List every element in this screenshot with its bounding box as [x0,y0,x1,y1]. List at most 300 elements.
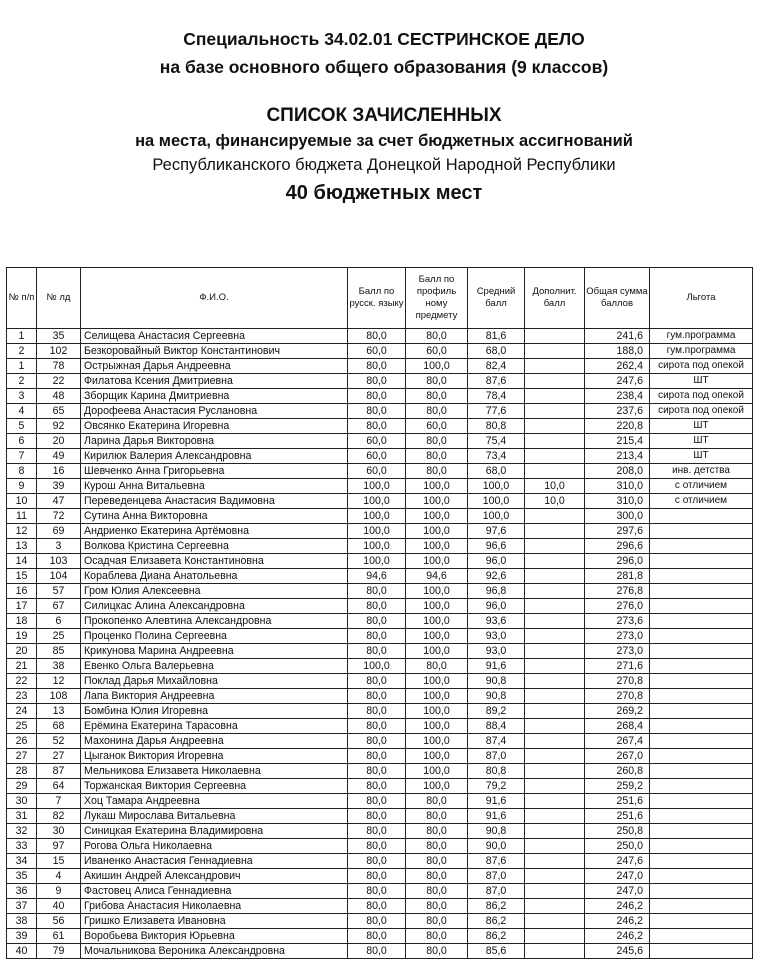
extra-score [525,914,585,929]
benefit [650,659,753,674]
extra-score [525,749,585,764]
total-score: 245,6 [585,944,650,959]
file-number: 7 [37,794,81,809]
table-row [7,614,753,629]
table-row [7,449,753,464]
benefit [650,719,753,734]
benefit: с отличием [650,479,753,494]
extra-score [525,944,585,959]
extra-score [525,869,585,884]
row-index: 11 [7,509,37,524]
table-row [7,464,753,479]
full-name: Шевченко Анна Григорьевна [81,464,348,479]
row-index: 10 [7,494,37,509]
total-score: 271,6 [585,659,650,674]
benefit: ШТ [650,449,753,464]
table-row [7,899,753,914]
table-row [7,569,753,584]
extra-score [525,689,585,704]
table-row [7,629,753,644]
full-name: Воробьева Виктория Юрьевна [81,929,348,944]
average-score: 89,2 [468,704,525,719]
average-score: 91,6 [468,659,525,674]
full-name: Безкоровайный Виктор Константинович [81,344,348,359]
extra-score [525,374,585,389]
average-score: 75,4 [468,434,525,449]
full-name: Кирилюк Валерия Александровна [81,449,348,464]
benefit [650,704,753,719]
profile-score: 100,0 [406,749,468,764]
row-index: 14 [7,554,37,569]
full-name: Силицкас Алина Александровна [81,599,348,614]
extra-score [525,734,585,749]
table-row [7,374,753,389]
row-index: 17 [7,599,37,614]
average-score: 92,6 [468,569,525,584]
profile-score: 100,0 [406,494,468,509]
extra-score [525,614,585,629]
full-name: Мочальникова Вероника Александровна [81,944,348,959]
extra-score [525,584,585,599]
full-name: Острыжная Дарья Андреевна [81,359,348,374]
average-score: 79,2 [468,779,525,794]
extra-score [525,644,585,659]
benefit: ШТ [650,419,753,434]
russian-score: 94,6 [348,569,406,584]
table-row [7,419,753,434]
russian-score: 100,0 [348,659,406,674]
table-row [7,494,753,509]
benefit [650,779,753,794]
full-name: Переведенцева Анастасия Вадимовна [81,494,348,509]
table-row [7,359,753,374]
table-row [7,389,753,404]
benefit [650,899,753,914]
col-header-russian-score: Балл по русск. языку [348,268,406,329]
total-score: 310,0 [585,494,650,509]
russian-score: 80,0 [348,764,406,779]
profile-score: 100,0 [406,584,468,599]
file-number: 57 [37,584,81,599]
benefit: ШТ [650,374,753,389]
extra-score [525,389,585,404]
file-number: 97 [37,839,81,854]
profile-score: 100,0 [406,734,468,749]
total-score: 250,0 [585,839,650,854]
russian-score: 80,0 [348,749,406,764]
extra-score [525,554,585,569]
full-name: Проценко Полина Сергеевна [81,629,348,644]
russian-score: 80,0 [348,869,406,884]
russian-score: 80,0 [348,329,406,344]
average-score: 100,0 [468,479,525,494]
extra-score [525,674,585,689]
education-base-line: на базе основного общего образования (9 классов) [159,57,609,77]
file-number: 79 [37,944,81,959]
table-row [7,404,753,419]
average-score: 81,6 [468,329,525,344]
file-number: 104 [37,569,81,584]
total-score: 267,4 [585,734,650,749]
row-index: 28 [7,764,37,779]
table-row [7,479,753,494]
table-row [7,704,753,719]
profile-score: 80,0 [406,329,468,344]
benefit: гум.программа [650,329,753,344]
extra-score [525,449,585,464]
full-name: Лапа Виктория Андреевна [81,689,348,704]
row-index: 16 [7,584,37,599]
table-row [7,599,753,614]
full-name: Зборщик Карина Дмитриевна [81,389,348,404]
russian-score: 80,0 [348,359,406,374]
profile-score: 94,6 [406,569,468,584]
benefit: сирота под опекой [650,359,753,374]
file-number: 69 [37,524,81,539]
benefit [650,524,753,539]
extra-score [525,419,585,434]
total-score: 188,0 [585,344,650,359]
benefit [650,539,753,554]
russian-score: 80,0 [348,374,406,389]
average-score: 77,6 [468,404,525,419]
profile-score: 100,0 [406,599,468,614]
profile-score: 100,0 [406,704,468,719]
file-number: 102 [37,344,81,359]
profile-score: 80,0 [406,404,468,419]
file-number: 92 [37,419,81,434]
file-number: 108 [37,689,81,704]
col-header-full-name: Ф.И.О. [81,268,348,329]
extra-score [525,539,585,554]
profile-score: 100,0 [406,359,468,374]
table-row [7,884,753,899]
extra-score [525,569,585,584]
row-index: 36 [7,884,37,899]
total-score: 262,4 [585,359,650,374]
benefit [650,749,753,764]
extra-score [525,929,585,944]
profile-score: 80,0 [406,794,468,809]
file-number: 64 [37,779,81,794]
benefit [650,554,753,569]
extra-score [525,509,585,524]
row-index: 15 [7,569,37,584]
full-name: Овсянко Екатерина Игоревна [81,419,348,434]
average-score: 78,4 [468,389,525,404]
file-number: 78 [37,359,81,374]
extra-score [525,719,585,734]
russian-score: 80,0 [348,854,406,869]
profile-score: 80,0 [406,374,468,389]
total-score: 246,2 [585,914,650,929]
benefit [650,914,753,929]
total-score: 215,4 [585,434,650,449]
extra-score [525,464,585,479]
file-number: 65 [37,404,81,419]
benefit [650,944,753,959]
russian-score: 60,0 [348,344,406,359]
row-index: 19 [7,629,37,644]
extra-score [525,839,585,854]
russian-score: 100,0 [348,539,406,554]
benefit [650,734,753,749]
average-score: 87,0 [468,869,525,884]
total-score: 241,6 [585,329,650,344]
total-score: 247,6 [585,854,650,869]
average-score: 73,4 [468,449,525,464]
document-title: СПИСОК ЗАЧИСЛЕННЫХ [266,105,502,126]
extra-score [525,524,585,539]
table-row [7,719,753,734]
full-name: Волкова Кристина Сергеевна [81,539,348,554]
russian-score: 80,0 [348,599,406,614]
total-score: 273,0 [585,629,650,644]
row-index: 8 [7,464,37,479]
file-number: 103 [37,554,81,569]
table-row [7,869,753,884]
russian-score: 60,0 [348,464,406,479]
total-score: 276,8 [585,584,650,599]
row-index: 37 [7,899,37,914]
russian-score: 80,0 [348,689,406,704]
benefit [650,599,753,614]
benefit [650,644,753,659]
extra-score [525,854,585,869]
row-index: 39 [7,929,37,944]
benefit [650,629,753,644]
col-header-file-number: № лд [37,268,81,329]
col-header-benefit: Льгота [650,268,753,329]
extra-score [525,899,585,914]
russian-score: 80,0 [348,944,406,959]
benefit: с отличием [650,494,753,509]
russian-score: 80,0 [348,704,406,719]
benefit [650,509,753,524]
total-score: 238,4 [585,389,650,404]
total-score: 297,6 [585,524,650,539]
average-score: 86,2 [468,914,525,929]
total-score: 250,8 [585,824,650,839]
total-score: 213,4 [585,449,650,464]
russian-score: 80,0 [348,929,406,944]
benefit [650,689,753,704]
profile-score: 100,0 [406,509,468,524]
total-score: 208,0 [585,464,650,479]
row-index: 3 [7,389,37,404]
table-row [7,674,753,689]
row-index: 26 [7,734,37,749]
profile-score: 100,0 [406,479,468,494]
full-name: Синицкая Екатерина Владимировна [81,824,348,839]
full-name: Ларина Дарья Викторовна [81,434,348,449]
total-score: 220,8 [585,419,650,434]
table-row [7,554,753,569]
profile-score: 80,0 [406,449,468,464]
file-number: 38 [37,659,81,674]
file-number: 9 [37,884,81,899]
file-number: 15 [37,854,81,869]
row-index: 30 [7,794,37,809]
average-score: 87,4 [468,734,525,749]
average-score: 87,6 [468,854,525,869]
profile-score: 100,0 [406,719,468,734]
row-index: 35 [7,869,37,884]
profile-score: 80,0 [406,434,468,449]
file-number: 68 [37,719,81,734]
russian-score: 100,0 [348,479,406,494]
row-index: 9 [7,479,37,494]
funding-line: на места, финансируемые за счет бюджетных ассигнований [135,132,633,150]
extra-score [525,359,585,374]
table-row [7,659,753,674]
extra-score [525,344,585,359]
extra-score [525,704,585,719]
profile-score: 100,0 [406,674,468,689]
total-score: 281,8 [585,569,650,584]
profile-score: 60,0 [406,344,468,359]
benefit: сирота под опекой [650,404,753,419]
full-name: Грибова Анастасия Николаевна [81,899,348,914]
total-score: 269,2 [585,704,650,719]
table-row [7,794,753,809]
table-row [7,824,753,839]
table-row [7,524,753,539]
specialty-line: Специальность 34.02.01 СЕСТРИНСКОЕ ДЕЛО [183,29,585,49]
russian-score: 80,0 [348,629,406,644]
row-index: 2 [7,374,37,389]
enrolled-students-table [6,267,753,959]
file-number: 47 [37,494,81,509]
total-score: 273,0 [585,644,650,659]
full-name: Мельникова Елизавета Николаевна [81,764,348,779]
total-score: 251,6 [585,809,650,824]
russian-score: 100,0 [348,494,406,509]
russian-score: 80,0 [348,734,406,749]
file-number: 61 [37,929,81,944]
russian-score: 80,0 [348,719,406,734]
average-score: 96,0 [468,599,525,614]
total-score: 260,8 [585,764,650,779]
russian-score: 80,0 [348,779,406,794]
full-name: Иваненко Анастасия Геннадиевна [81,854,348,869]
extra-score [525,884,585,899]
col-header-average-score: Средний балл [468,268,525,329]
file-number: 48 [37,389,81,404]
benefit: сирота под опекой [650,389,753,404]
extra-score [525,629,585,644]
col-header-extra-score: Дополнит. балл [525,268,585,329]
russian-score: 80,0 [348,914,406,929]
benefit [650,614,753,629]
file-number: 22 [37,374,81,389]
col-header-total-score: Общая сумма баллов [585,268,650,329]
full-name: Хоц Тамара Андреевна [81,794,348,809]
row-index: 27 [7,749,37,764]
row-index: 25 [7,719,37,734]
total-score: 310,0 [585,479,650,494]
average-score: 82,4 [468,359,525,374]
row-index: 32 [7,824,37,839]
table-row [7,944,753,959]
table-row [7,344,753,359]
table-row [7,329,753,344]
benefit [650,674,753,689]
file-number: 87 [37,764,81,779]
russian-score: 80,0 [348,674,406,689]
total-score: 251,6 [585,794,650,809]
table-row [7,644,753,659]
file-number: 6 [37,614,81,629]
extra-score [525,599,585,614]
table-row [7,539,753,554]
file-number: 56 [37,914,81,929]
extra-score [525,404,585,419]
row-index: 20 [7,644,37,659]
profile-score: 80,0 [406,884,468,899]
full-name: Поклад Дарья Михайловна [81,674,348,689]
profile-score: 100,0 [406,614,468,629]
full-name: Лукаш Мирослава Витальевна [81,809,348,824]
russian-score: 80,0 [348,389,406,404]
extra-score: 10,0 [525,479,585,494]
full-name: Бомбина Юлия Игоревна [81,704,348,719]
average-score: 96,8 [468,584,525,599]
row-index: 4 [7,404,37,419]
russian-score: 80,0 [348,899,406,914]
average-score: 91,6 [468,809,525,824]
row-index: 12 [7,524,37,539]
table-row [7,839,753,854]
row-index: 2 [7,344,37,359]
extra-score [525,794,585,809]
extra-score [525,434,585,449]
profile-score: 80,0 [406,944,468,959]
total-score: 296,6 [585,539,650,554]
average-score: 86,2 [468,899,525,914]
profile-score: 80,0 [406,854,468,869]
profile-score: 80,0 [406,839,468,854]
profile-score: 100,0 [406,539,468,554]
budget-source-line: Республиканского бюджета Донецкой Народной Республики [152,156,616,174]
table-row [7,689,753,704]
benefit [650,824,753,839]
benefit [650,809,753,824]
russian-score: 80,0 [348,794,406,809]
profile-score: 60,0 [406,419,468,434]
russian-score: 80,0 [348,824,406,839]
full-name: Цыганок Виктория Игоревна [81,749,348,764]
full-name: Торжанская Виктория Сергеевна [81,779,348,794]
profile-score: 80,0 [406,824,468,839]
row-index: 21 [7,659,37,674]
row-index: 6 [7,434,37,449]
profile-score: 80,0 [406,929,468,944]
benefit: гум.программа [650,344,753,359]
file-number: 4 [37,869,81,884]
full-name: Кораблева Диана Анатольевна [81,569,348,584]
average-score: 80,8 [468,419,525,434]
total-score: 296,0 [585,554,650,569]
file-number: 52 [37,734,81,749]
average-score: 91,6 [468,794,525,809]
full-name: Гром Юлия Алексеевна [81,584,348,599]
average-score: 93,0 [468,629,525,644]
average-score: 100,0 [468,509,525,524]
profile-score: 100,0 [406,764,468,779]
benefit: инв. детства [650,464,753,479]
full-name: Махонина Дарья Андреевна [81,734,348,749]
